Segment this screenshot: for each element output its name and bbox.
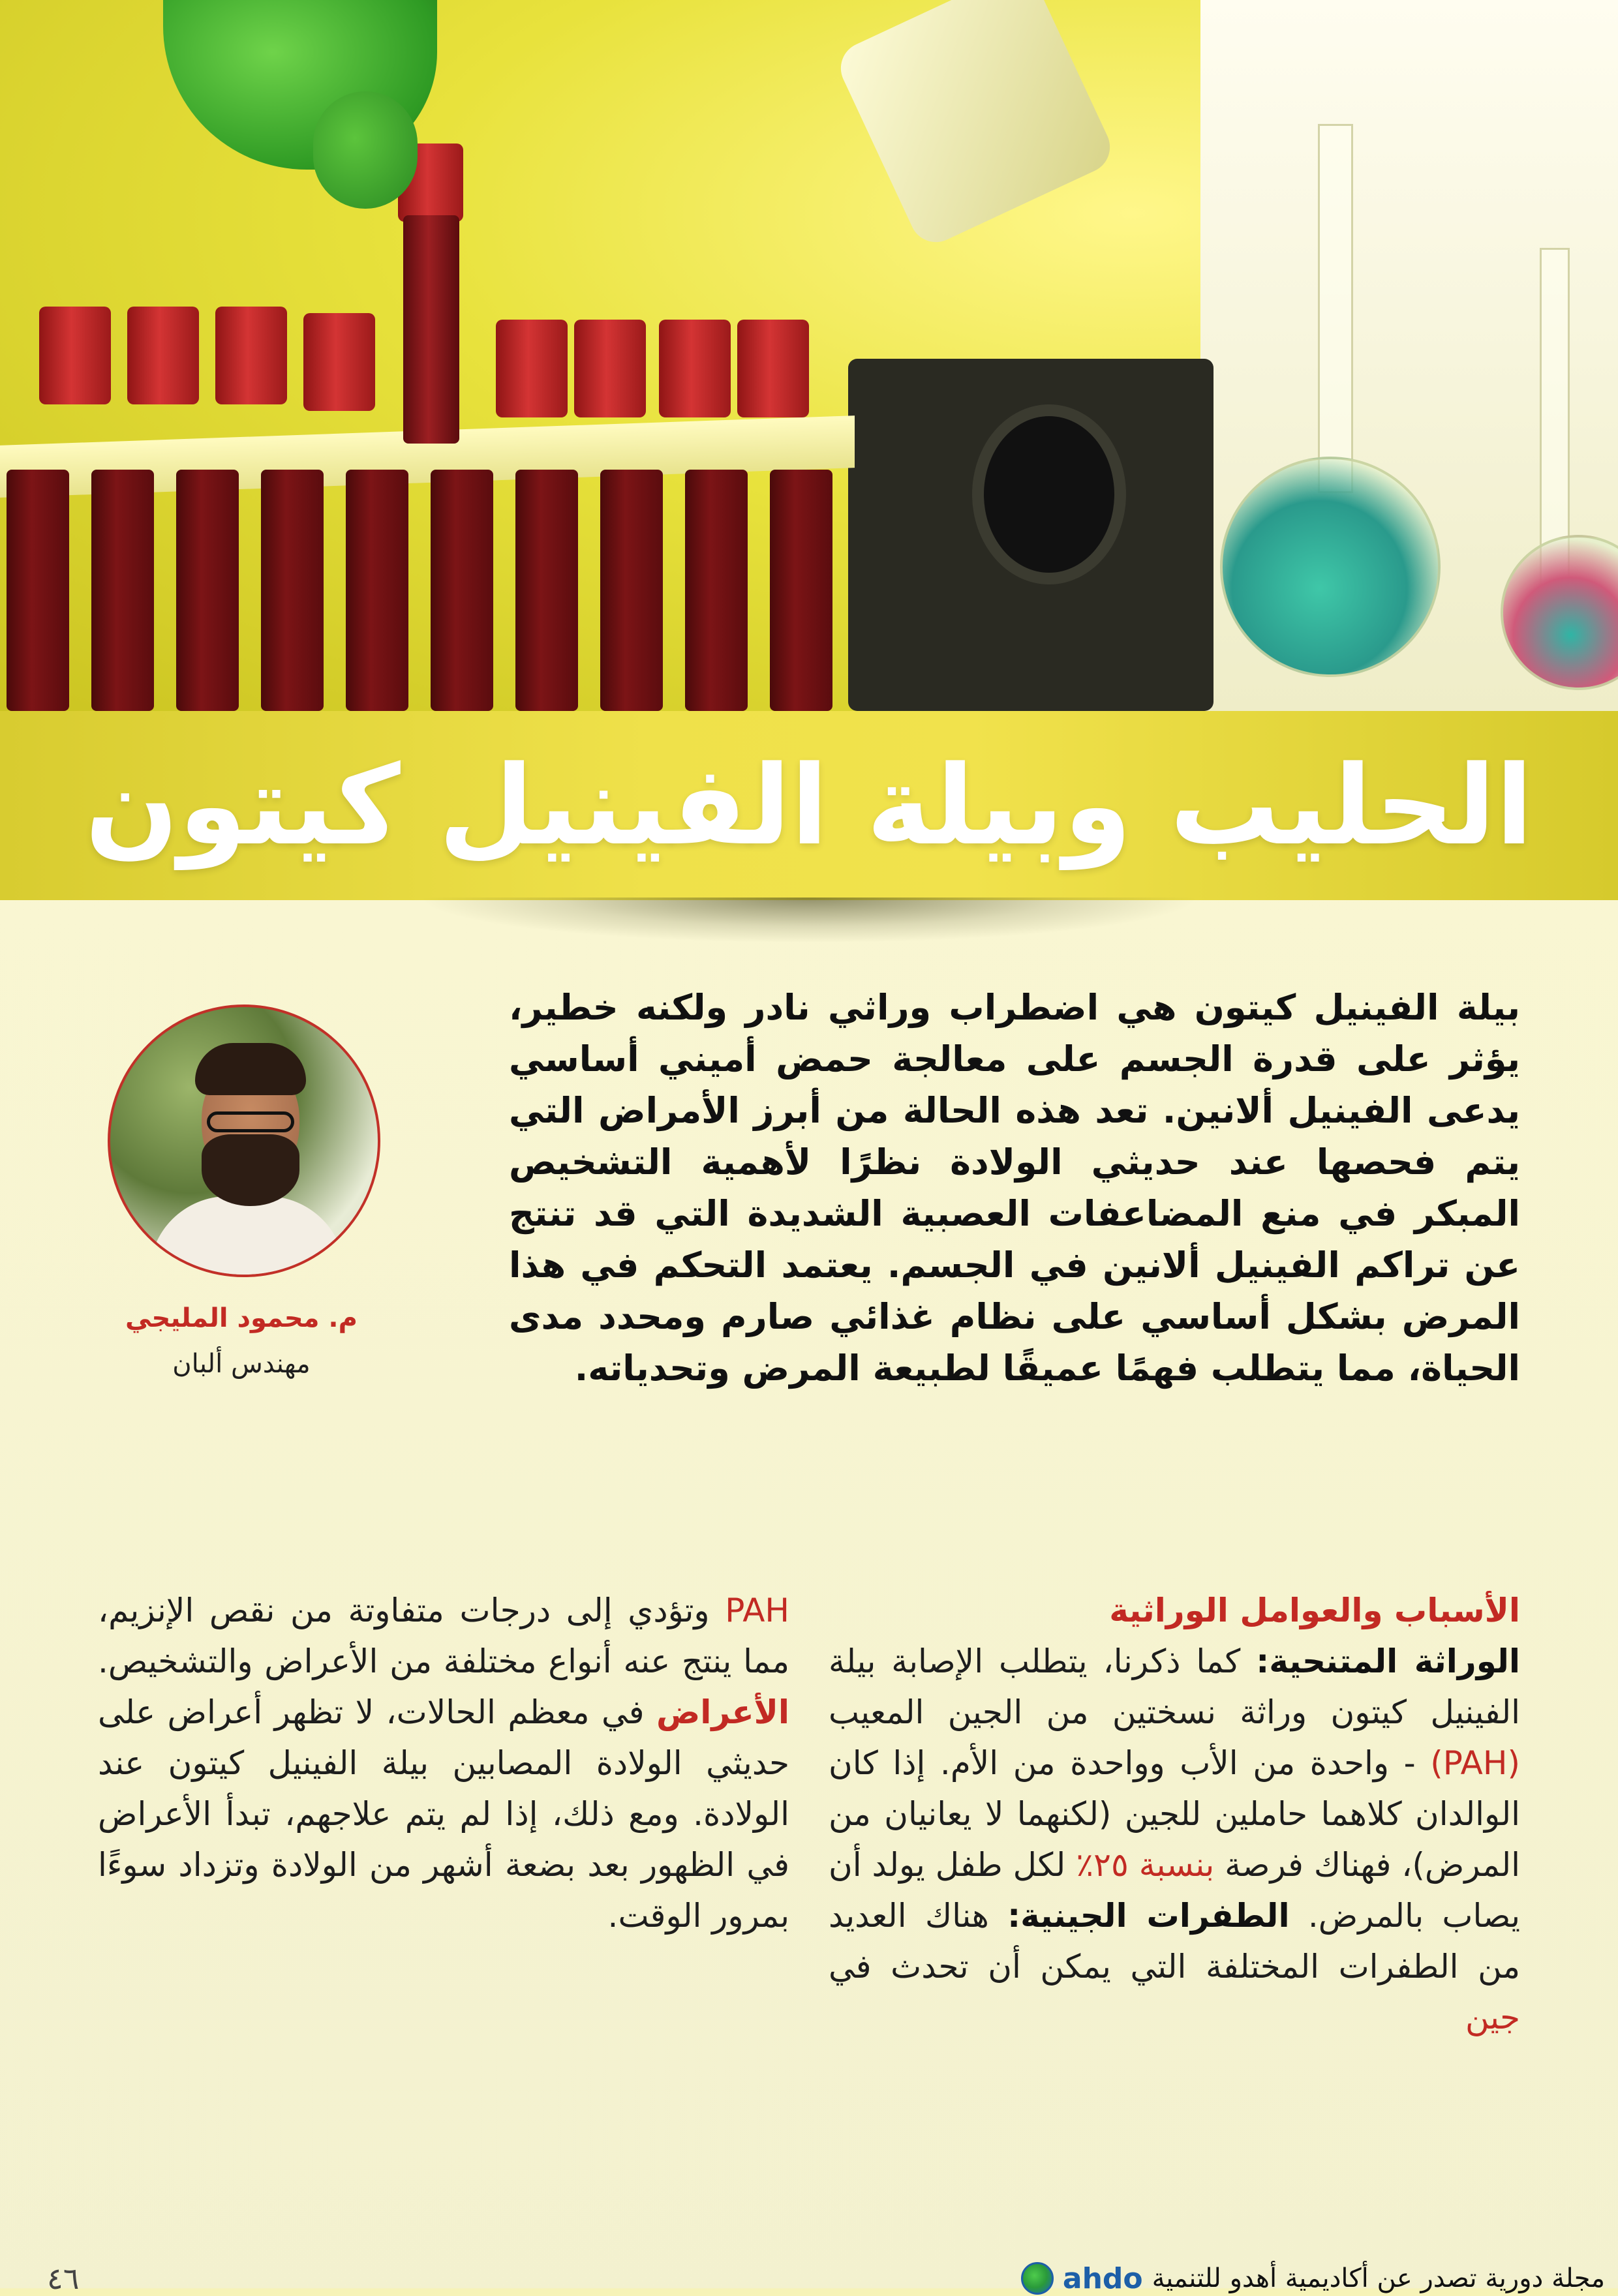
tube-cap [737, 320, 809, 417]
tube-cap [574, 320, 646, 417]
blood-tube [600, 470, 663, 711]
blood-tube [346, 470, 408, 711]
avatar-beard-shape [202, 1134, 299, 1206]
body-text: - واحدة من الأب وواحدة من الأم. إذا كان الوالدان كلاهما حاملين للجين (لكنهما لا يعانيان من المرض)، فهناك فرصة [829, 1744, 1520, 1884]
author-role: مهندس ألبان [172, 1349, 311, 1379]
blood-tube [176, 470, 239, 711]
blood-tube [770, 470, 832, 711]
flask-neck-shape [1318, 124, 1353, 493]
section-heading-causes: الأسباب والعوامل الوراثية [1109, 1592, 1520, 1629]
tube-cap [39, 307, 111, 404]
gene-name: (PAH) [1430, 1744, 1520, 1782]
left-column [98, 1585, 789, 1941]
tube-cap [496, 320, 568, 417]
microscope-arm-shape [832, 0, 1119, 250]
chance-percentage: بنسبة ٢٥٪ [1076, 1846, 1215, 1884]
tube-cap [303, 313, 375, 411]
body-text: وتؤدي إلى درجات متفاوتة من نقص الإنزيم، مما ينتج عنه أنواع مختلفة من الأعراض والتشخيص. [98, 1592, 789, 1680]
footer [855, 2262, 1605, 2295]
gene-word: جين [1465, 1999, 1520, 2036]
hero-lab-photo [0, 0, 1618, 711]
blood-tube [515, 470, 578, 711]
flask-blue-shape [1220, 457, 1441, 677]
avatar-glasses-shape [207, 1111, 294, 1132]
gene-name: PAH [725, 1592, 789, 1629]
blood-tube [685, 470, 748, 711]
body-text: في معظم الحالات، لا تظهر أعراض على حديثي الولادة المصابين بيلة الفينيل كيتون عند الولادة. ومع ذلك، إذا لم يتم علاجهم، تبدأ الأعراض في الظهور بعد بضعة أشهر من الولادة وتزداد سوءًا بمرور الوقت. [98, 1693, 789, 1935]
article-title: الحليب وبيلة الفينيل كيتون [85, 742, 1533, 869]
blood-tube [7, 470, 69, 711]
body-text: كما ذكرنا، يتطلب الإصابة بيلة الفينيل كيتون وراثة نسختين من الجين المعيب [829, 1642, 1520, 1731]
blood-tube [261, 470, 324, 711]
term-mutations: الطفرات الجينية: [1007, 1897, 1290, 1935]
tube-cap [127, 307, 199, 404]
title-band [0, 711, 1618, 900]
symptoms-heading: الأعراض [656, 1693, 789, 1731]
body-text: هناك العديد من الطفرات المختلفة التي يمكن أن تحدث في [829, 1897, 1520, 1986]
blood-tube [431, 470, 493, 711]
title-shadow [418, 898, 1200, 943]
intro-paragraph: بيلة الفينيل كيتون هي اضطراب وراثي نادر ولكنه خطير، يؤثر على قدرة الجسم على معالجة حمض أميني أساسي يدعى الفينيل ألانين. تعد هذه الحالة من أبرز الأمراض التي يتم فحصها عند حديثي الولادة نظرًا لأهمية التشخيص المبكر في منع المضاعفات العصبية الشديدة التي قد تنتج عن تراكم الفينيل ألانين في الجسم. يعتمد التحكم في هذا المرض بشكل أساسي على نظام غذائي صارم ومحدد مدى الحياة، مما يتطلب فهمًا عميقًا لطبيعة المرض وتحدياته. [509, 987, 1520, 1389]
body-text: لكل طفل يولد أن يصاب بالمرض. [829, 1846, 1521, 1935]
page-number: ٤٦ [47, 2261, 80, 2296]
right-column [829, 1585, 1520, 2043]
footer-tagline: مجلة دورية تصدر عن أكاديمية أهدو للتنمية [1152, 2263, 1605, 2293]
ahdo-logo-text: ahdo [1062, 2261, 1143, 2295]
avatar-hair-shape [195, 1043, 306, 1095]
right-column-body [829, 1636, 1520, 2043]
author-avatar [108, 1004, 380, 1277]
tube-cap [659, 320, 731, 417]
lifted-blood-tube [403, 215, 459, 444]
tube-cap [215, 307, 287, 404]
green-glove-finger-shape [313, 91, 418, 209]
avatar-shirt-shape [149, 1196, 345, 1277]
author-name: م. محمود المليجي [125, 1303, 358, 1333]
blood-tube [91, 470, 154, 711]
ahdo-globe-icon [1021, 2262, 1054, 2295]
term-recessive: الوراثة المتنحية: [1256, 1642, 1520, 1680]
microscope-aperture-shape [972, 404, 1126, 584]
